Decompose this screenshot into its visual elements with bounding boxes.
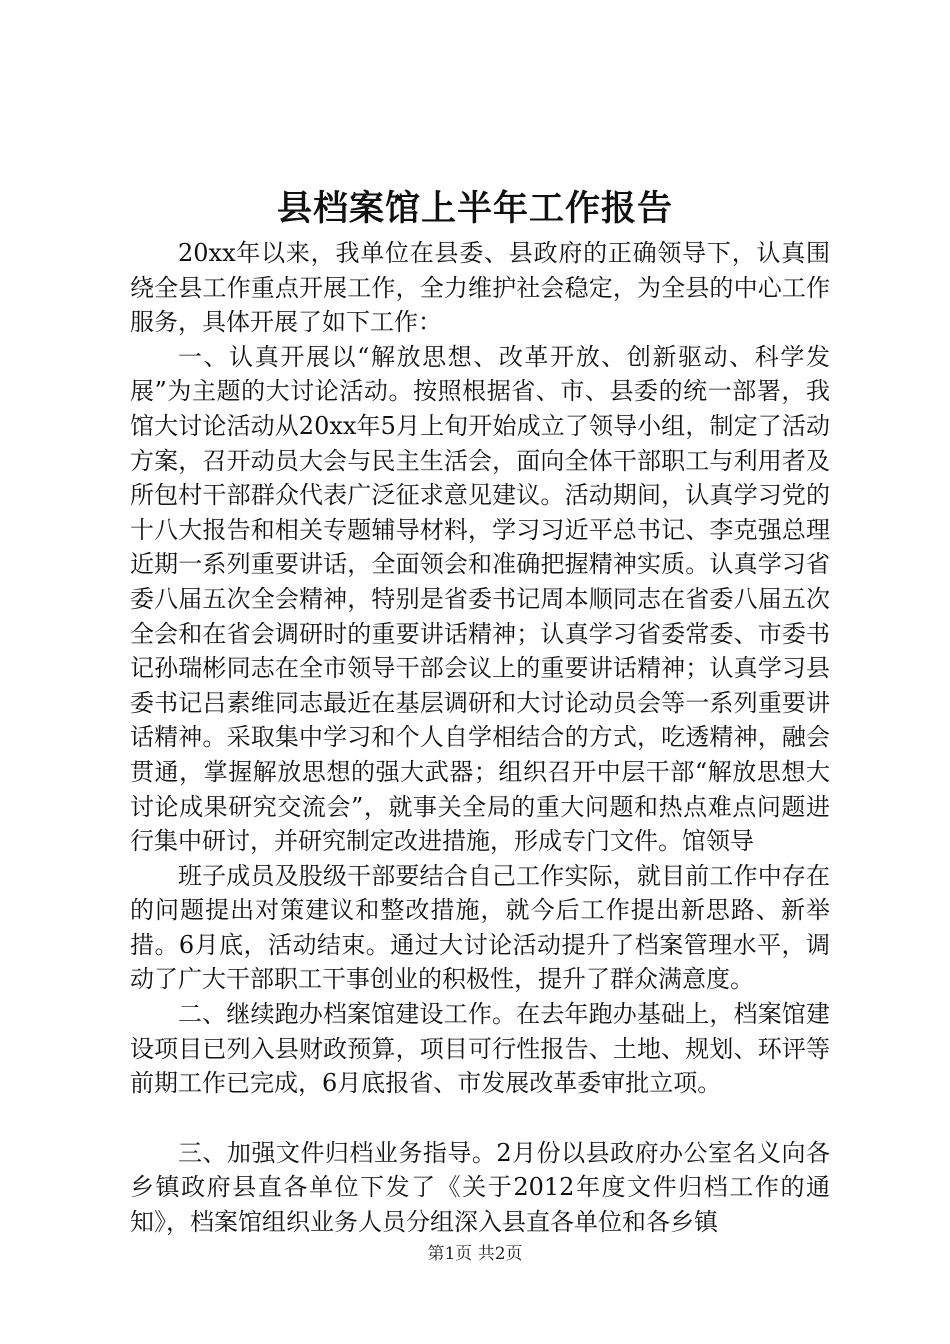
document-body	[130, 236, 830, 1240]
paragraph-section-one: 一、认真开展以“解放思想、改革开放、创新驱动、科学发展”为主题的大讨论活动。按照根据省、市、县委的统一部署，我馆大讨论活动从20xx年5月上旬开始成立了领导小组，制定了活动方案，召开动员大会与民主生活会，面向全体干部职工与利用者及所包村干部群众代表广泛征求意见建议。活动期间，认真学习党的十八大报告和相关专题辅导材料，学习习近平总书记、李克强总理近期一系列重要讲话，全面领会和准确把握精神实质。认真学习省委八届五次全会精神，特别是省委书记周本顺同志在省委八届五次全会和在省会调研时的重要讲话精神；认真学习省委常委、市委书记孙瑞彬同志在全市领导干部会议上的重要讲话精神；认真学习县委书记吕素维同志最近在基层调研和大讨论动员会等一系列重要讲话精神。采取集中学习和个人自学相结合的方式，吃透精神，融会贯通，掌握解放思想的强大武器；组织召开中层干部“解放思想大讨论成果研究交流会”，就事关全局的重大问题和热点难点问题进行集中研讨，并研究制定改进措施，形成专门文件。馆领导	[130, 342, 830, 856]
paragraph-intro: 20xx年以来，我单位在县委、县政府的正确领导下，认真围绕全县工作重点开展工作，全力维护社会稳定，为全县的中心工作服务，具体开展了如下工作：	[130, 239, 830, 337]
paragraph-section-two: 二、继续跑办档案馆建设工作。在去年跑办基础上，档案馆建设项目已列入县财政预算，项目可行性报告、土地、规划、环评等前期工作已完成，6月底报省、市发展改革委审批立项。	[130, 1000, 830, 1098]
document-title: 县档案馆上半年工作报告	[276, 188, 673, 229]
paragraph-section-three: 三、加强文件归档业务指导。2月份以县政府办公室名义向各乡镇政府县直各单位下发了《关于2012年度文件归档工作的通知》，档案馆组织业务人员分组深入县直各单位和各乡镇	[130, 1138, 830, 1237]
paragraph-section-one-continued: 班子成员及股级干部要结合自己工作实际，就目前工作中存在的问题提出对策建议和整改措施，就今后工作提出新思路、新举措。6月底，活动结束。通过大讨论活动提升了档案管理水平，调动了广大干部职工干事创业的积极性，提升了群众满意度。	[130, 861, 830, 994]
page-number-footer: 第1页 共2页	[427, 1244, 523, 1264]
